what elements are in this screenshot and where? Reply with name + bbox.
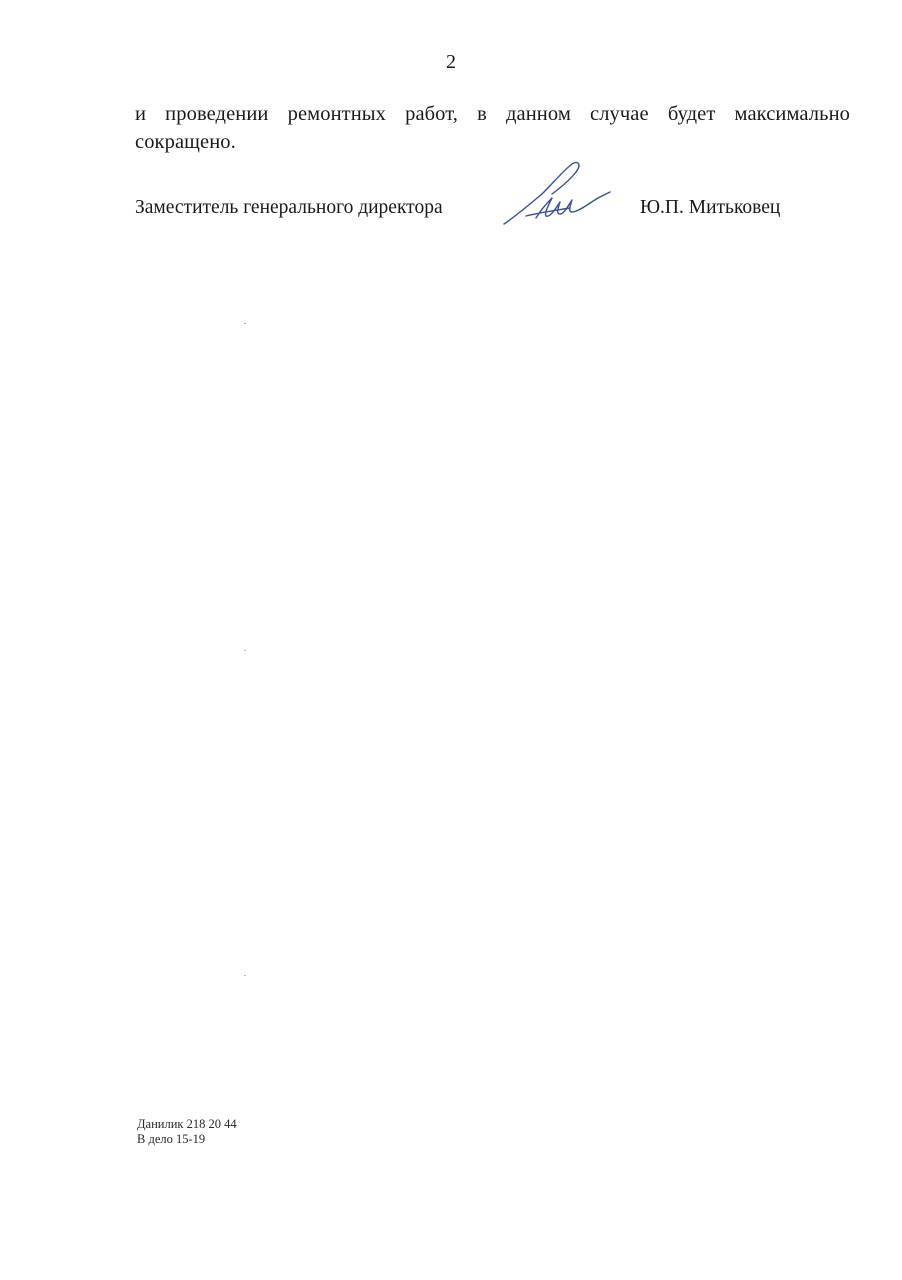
executor-contact: Данилик 218 20 44: [137, 1117, 237, 1131]
body-paragraph: [135, 100, 850, 156]
footer-note: [137, 1117, 237, 1147]
page-number: 2: [446, 51, 456, 73]
scan-speck: [244, 650, 246, 651]
handwritten-signature: [502, 158, 612, 230]
scan-speck: [244, 975, 246, 976]
signer-name: Ю.П. Митьковец: [640, 197, 781, 218]
body-line-2: сокращено.: [135, 131, 236, 153]
body-line-1: и проведении ремонтных работ, в данном случае будет максимально: [135, 103, 850, 125]
scan-speck: [244, 323, 246, 324]
signature-block: [135, 192, 850, 232]
signer-title: Заместитель генерального директора: [135, 197, 443, 218]
file-note: В дело 15-19: [137, 1132, 206, 1146]
